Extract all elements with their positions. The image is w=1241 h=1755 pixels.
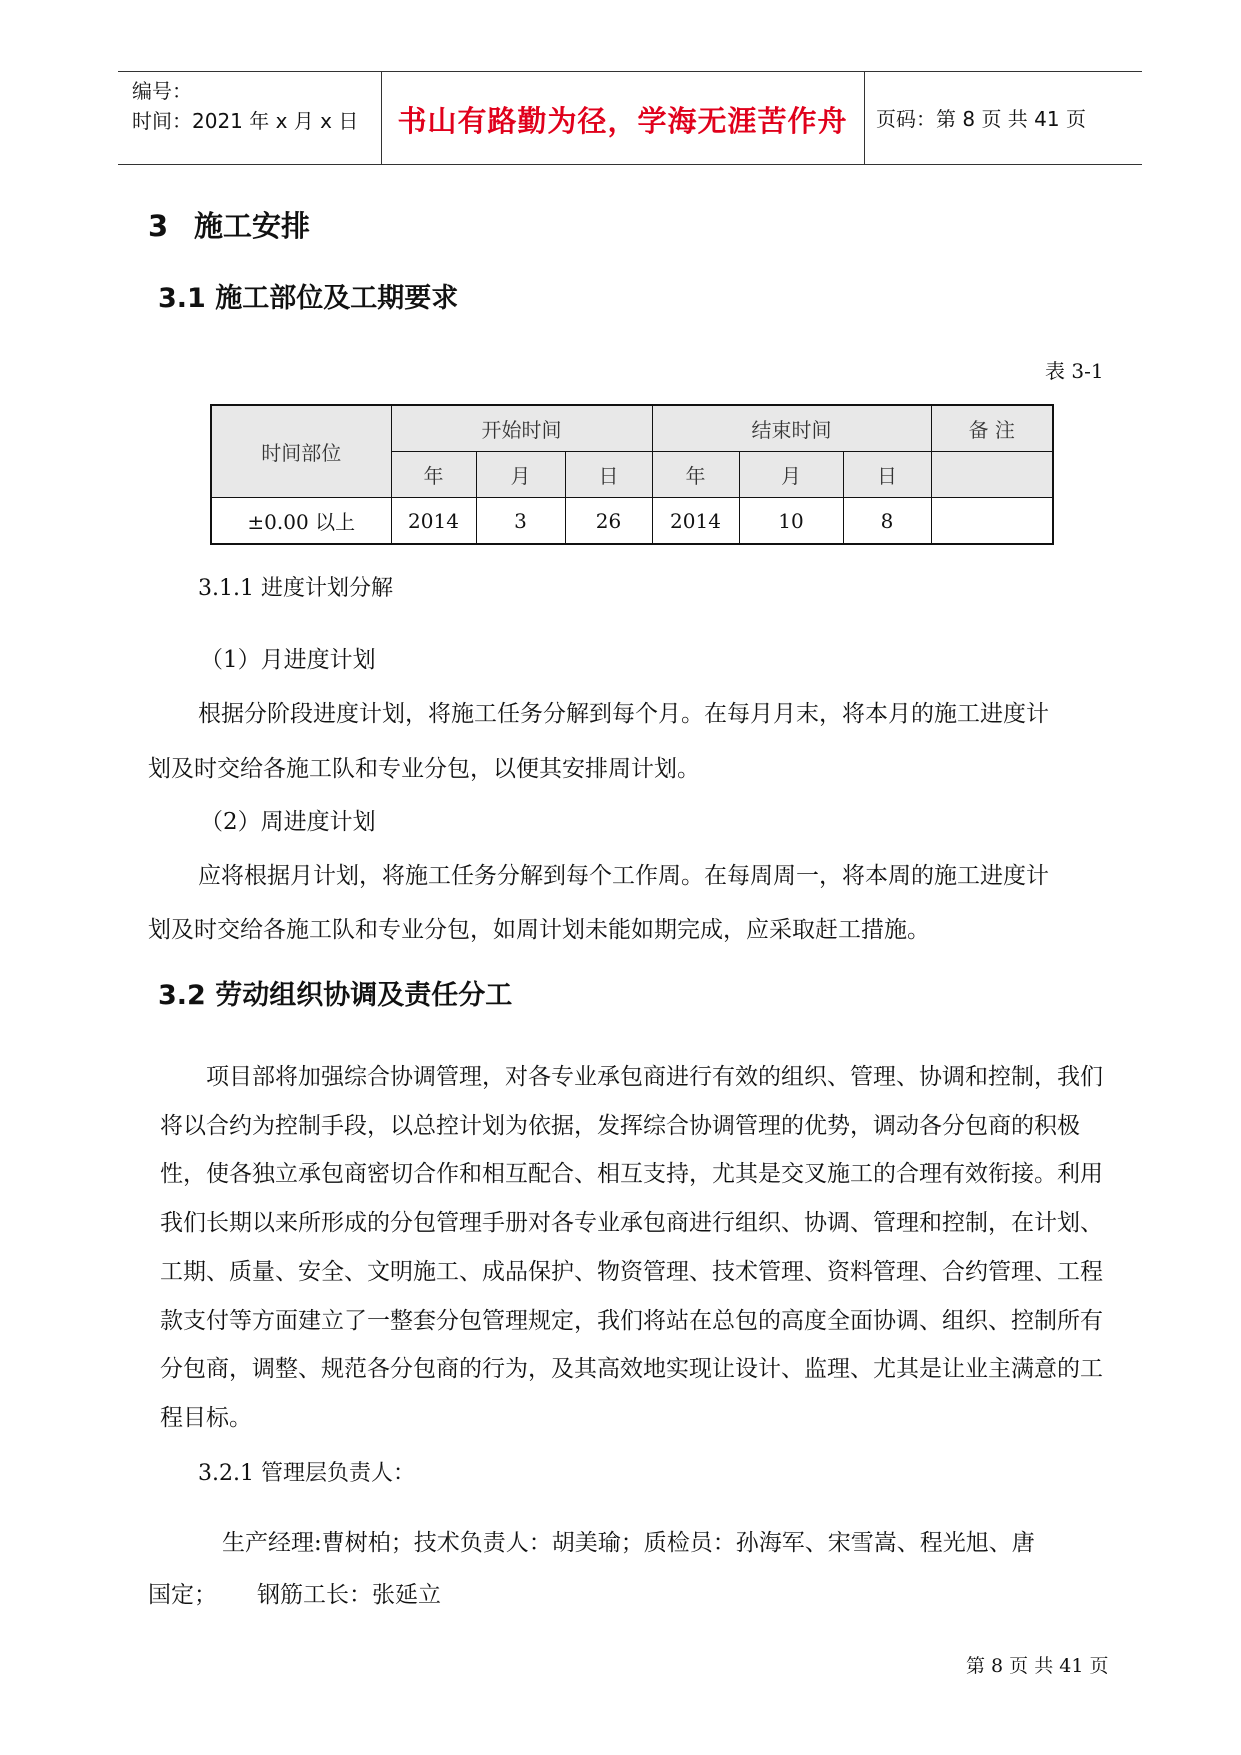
header-end-time: 结束时间 (652, 405, 931, 452)
header-start-day: 日 (565, 452, 652, 498)
weekly-plan-line: 应将根据月计划，将施工任务分解到每个工作周。在每周周一，将本周的施工进度计 (198, 863, 1049, 889)
staff-line (148, 1576, 441, 1609)
section-number: 3 (148, 209, 169, 243)
cell-start-month: 3 (476, 498, 565, 545)
monthly-plan-line: 划及时交给各施工队和专业分包，以便其安排周计划。 (148, 756, 700, 782)
time-label: 时间：2021 年 x 月 x 日 (132, 109, 359, 133)
monthly-plan-title: （1）月进度计划 (200, 647, 376, 673)
header-motto: 书山有路勤为径，学海无涯苦作舟 (397, 104, 848, 138)
serial-label: 编号： (132, 79, 192, 103)
header-page-number: 页码：第 8 页 共 41 页 (876, 107, 1086, 131)
header-note-blank (931, 452, 1053, 498)
header-start-time: 开始时间 (391, 405, 652, 452)
header-divider (864, 72, 865, 164)
cell-part: ±0.00 以上 (211, 498, 391, 545)
weekly-plan-line: 划及时交给各施工队和专业分包，如周计划未能如期完成，应采取赶工措施。 (148, 917, 930, 943)
schedule-table (210, 404, 1054, 545)
section-title: 施工安排 (194, 209, 311, 243)
header-end-month: 月 (739, 452, 843, 498)
page-footer: 第 8 页 共 41 页 (966, 1655, 1109, 1677)
subheading-3-2-1: 3.2.1 管理层负责人： (198, 1461, 415, 1486)
subheading-3-1-1: 3.1.1 进度计划分解 (198, 576, 393, 601)
page-header (118, 71, 1142, 165)
subsection-heading-3-2: 3.2 劳动组织协调及责任分工 (158, 980, 513, 1011)
staff-line: 生产经理:曹树柏；技术负责人：胡美瑜；质检员：孙海军、宋雪嵩、程光旭、唐 (222, 1530, 1035, 1556)
table-row (211, 498, 1053, 545)
section-heading (148, 204, 310, 245)
cell-end-day: 8 (843, 498, 931, 545)
coordination-paragraph: 项目部将加强综合协调管理，对各专业承包商进行有效的组织、管理、协调和控制，我们将以合约为控制手段，以总控计划为依据，发挥综合协调管理的优势，调动各分包商的积极性，使各独立承包商密切合作和相互配合、相互支持，尤其是交叉施工的合理有效衔接。利用我们长期以来所形成的分包管理手册对各专业承包商进行组织、协调、管理和控制，在计划、工期、质量、安全、文明施工、成品保护、物资管理、技术管理、资料管理、合约管理、工程款支付等方面建立了一整套分包管理规定，我们将站在总包的高度全面协调、组织、控制所有分包商，调整、规范各分包商的行为，及其高效地实现让设计、监理、尤其是让业主满意的工程目标。 (160, 1064, 1103, 1431)
cell-start-day: 26 (565, 498, 652, 545)
table-caption: 表 3-1 (1045, 359, 1104, 383)
weekly-plan-title: （2）周进度计划 (200, 809, 376, 835)
header-end-year: 年 (652, 452, 739, 498)
header-part: 时间部位 (211, 405, 391, 498)
header-meta (132, 76, 382, 136)
cell-end-year: 2014 (652, 498, 739, 545)
header-note: 备 注 (931, 405, 1053, 452)
cell-note (931, 498, 1053, 545)
header-start-month: 月 (476, 452, 565, 498)
staff-name: 国定； (148, 1582, 217, 1608)
cell-start-year: 2014 (391, 498, 476, 545)
subsection-heading-3-1: 3.1 施工部位及工期要求 (158, 283, 459, 314)
staff-rebar-foreman: 钢筋工长：张延立 (257, 1582, 441, 1608)
header-start-year: 年 (391, 452, 476, 498)
header-end-day: 日 (843, 452, 931, 498)
monthly-plan-line: 根据分阶段进度计划，将施工任务分解到每个月。在每月月末，将本月的施工进度计 (198, 701, 1049, 727)
cell-end-month: 10 (739, 498, 843, 545)
